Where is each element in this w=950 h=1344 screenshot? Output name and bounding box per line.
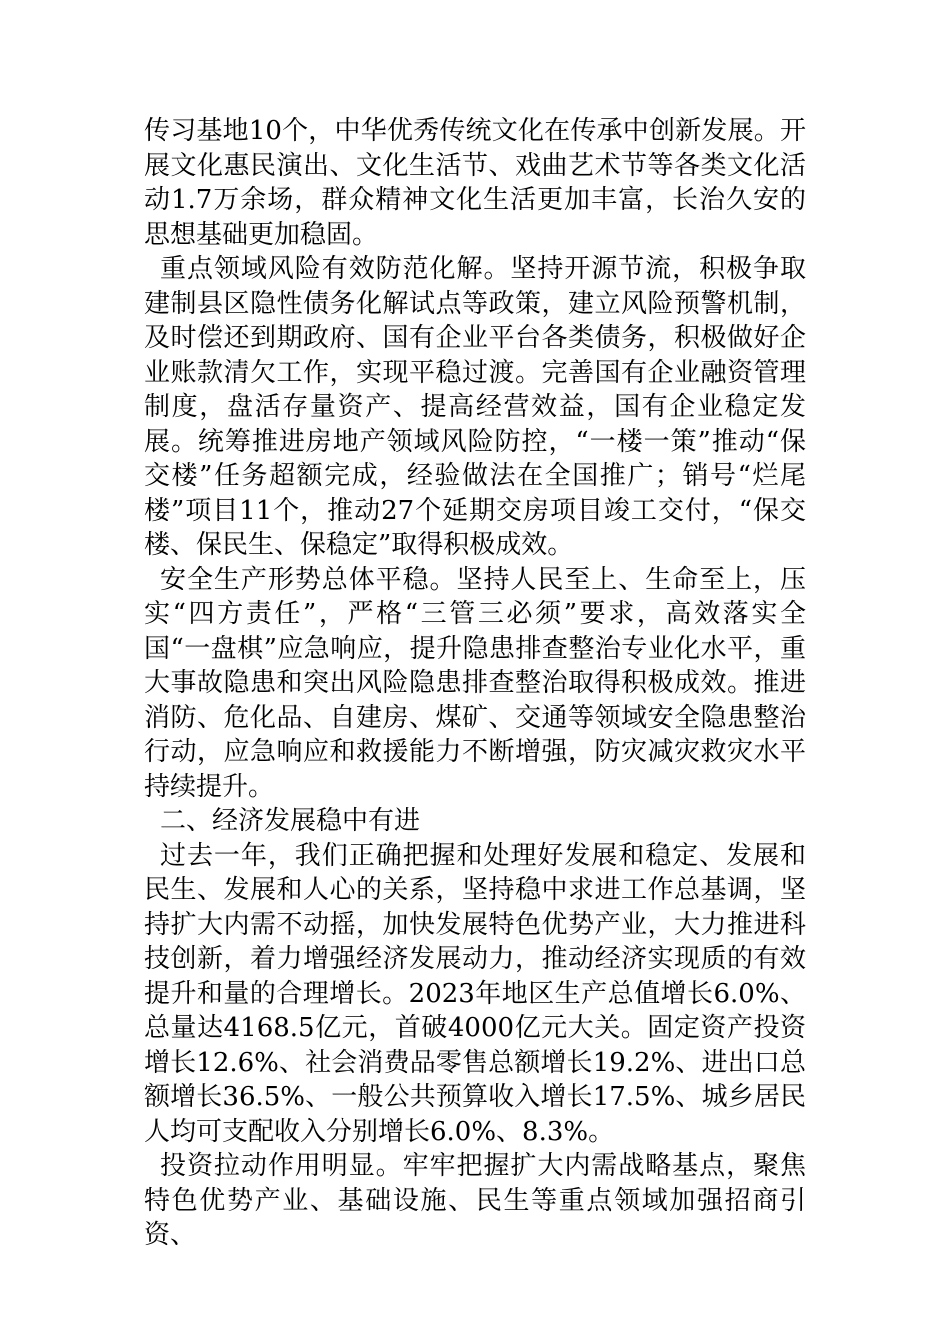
document-body bbox=[144, 114, 806, 1253]
paragraph-economic-overview: 过去一年，我们正确把握和处理好发展和稳定、发展和民生、发展和人心的关系，坚持稳中求进工作总基调，坚持扩大内需不动摇，加快发展特色优势产业，大力推进科技创新，着力增强经济发展动力，推动经济实现质的有效提升和量的合理增长。2023年地区生产总值增长6.0%、总量达4168.5亿元，首破4000亿元大关。固定资产投资增长12.6%、社会消费品零售总额增长19.2%、进出口总额增长36.5%、一般公共预算收入增长17.5%、城乡居民人均可支配收入分别增长6.0%、8.3%。 bbox=[144, 840, 806, 1147]
paragraph-risk-prevention: 重点领域风险有效防范化解。坚持开源节流，积极争取建制县区隐性债务化解试点等政策，建立风险预警机制，及时偿还到期政府、国有企业平台各类债务，积极做好企业账款清欠工作，实现平稳过渡。完善国有企业融资管理制度，盘活存量资产、提高经营效益，国有企业稳定发展。统筹推进房地产领域风险防控，“一楼一策”推动“保交楼”任务超额完成，经验做法在全国推广；销号“烂尾楼”项目11个，推动27个延期交房项目竣工交付，“保交楼、保民生、保稳定”取得积极成效。 bbox=[144, 254, 806, 560]
paragraph-culture: 传习基地10个，中华优秀传统文化在传承中创新发展。开展文化惠民演出、文化生活节、戏曲艺术节等各类文化活动1.7万余场，群众精神文化生活更加丰富，长治久安的思想基础更加稳固。 bbox=[144, 116, 806, 250]
paragraph-work-safety: 安全生产形势总体平稳。坚持人民至上、生命至上，压实“四方责任”，严格“三管三必须”要求，高效落实全国“一盘棋”应急响应，提升隐患排查整治专业化水平，重大事故隐患和突出风险隐患排查整治取得积极成效。推进消防、危化品、自建房、煤矿、交通等领域安全隐患整治行动，应急响应和救援能力不断增强，防灾减灾救灾水平持续提升。 bbox=[144, 564, 806, 802]
paragraph-investment: 投资拉动作用明显。牢牢把握扩大内需战略基点，聚焦特色优势产业、基础设施、民生等重点领域加强招商引资、 bbox=[144, 1151, 806, 1250]
section-heading: 二、经济发展稳中有进 bbox=[160, 806, 421, 836]
